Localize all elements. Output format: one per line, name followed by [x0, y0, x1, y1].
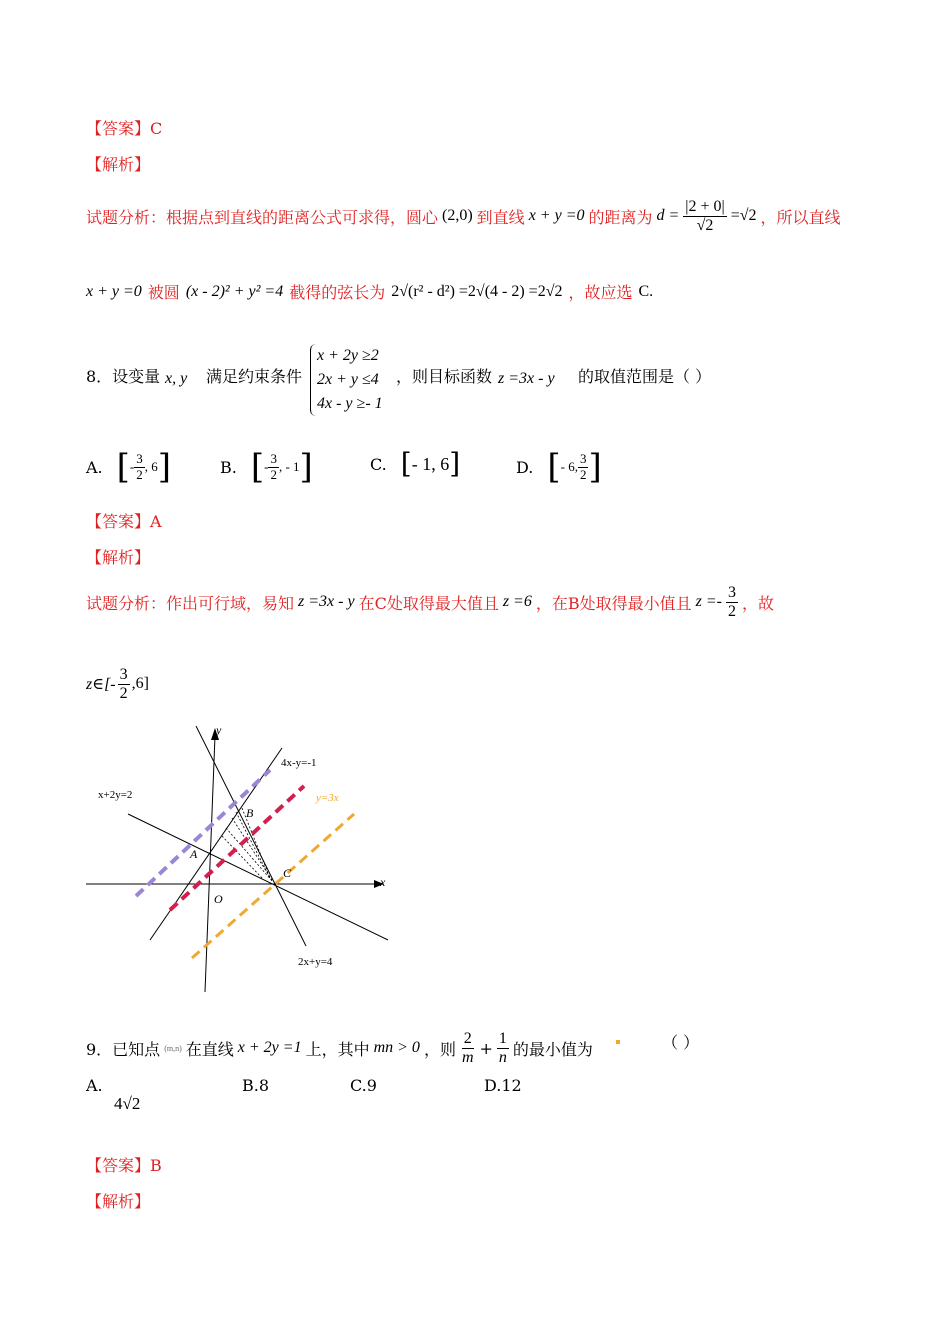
answer-label: 【答案】 [86, 1156, 151, 1175]
answer-line-q7 [86, 116, 162, 139]
answer-value: A [150, 512, 162, 531]
line-4x-y-minus1 [150, 748, 282, 940]
orange-dashed-line [192, 814, 354, 958]
range-result: z∈[- $\frac{3}{2}$ ,6] [86, 666, 149, 702]
constraint-system [310, 344, 383, 416]
feasible-region-graph [84, 718, 394, 996]
constraint-2: 2x + y ≤4 [317, 371, 379, 388]
option-c: C. [ - 1, 6 ] [370, 447, 461, 480]
analysis-text-q7-line2: x + y =0 被圆 (x - 2)² + y² =4 截得的弦长为 2√(r² - d²) =2√(4 - 2) =2√2 ，故应选 C. [86, 282, 654, 302]
label-line-y-3x: y=3x [316, 792, 339, 804]
answer-value: B [150, 1156, 162, 1175]
option-b: B. [ - $\frac{3}{2}$ , - 1 ] [220, 447, 313, 487]
constraint-3: 4x - y ≥- 1 [317, 395, 383, 412]
answer-value: C [150, 119, 163, 138]
analysis-text-q8: 试题分析：作出可行域，易知 z =3x - y 在C处取得最大值且 z =6 ，在B处取得最小值且 z =- $\frac{3}{2}$ ，故 [86, 584, 774, 620]
answer-label: 【答案】 [86, 512, 151, 531]
option-d: D.12 [484, 1076, 522, 1095]
label-origin: O [214, 892, 223, 906]
question-8-vars: x, y [165, 370, 188, 387]
y-axis [205, 736, 215, 992]
label-line-4x-y: 4x-y=-1 [281, 757, 317, 769]
option-c: C.9 [350, 1076, 377, 1095]
orange-dot-mark [616, 1040, 620, 1044]
question-8-prefix: 8．设变量 [86, 367, 161, 386]
question-8-obj: ，则目标函数 [396, 367, 493, 386]
option-b: B.8 [242, 1076, 270, 1095]
question-9-paren: （ ） [662, 1033, 700, 1052]
label-line-2x-y: 2x+y=4 [298, 956, 333, 968]
label-point-a: A [190, 847, 198, 861]
answer-line-q8 [86, 509, 162, 532]
question-8-suffix: 的取值范围是（ ） [578, 367, 712, 386]
analysis-text-q7-line1: 试题分析：根据点到直线的距离公式可求得，圆心 (2,0) 到直线 x + y =0 的距离为 d = $\frac{|2 + 0|}{√2}$ =√2 ，所以直线 [86, 198, 841, 234]
answer-line-q9 [86, 1153, 162, 1176]
label-line-x-2y: x+2y=2 [98, 789, 133, 801]
objective-function: z =3x - y [498, 370, 555, 387]
line-x-2y-2 [128, 814, 388, 940]
question-8-mid: 满足约束条件 [206, 367, 303, 386]
constraint-1: x + 2y ≥2 [317, 347, 379, 364]
option-a-label: A. [86, 1076, 103, 1095]
option-d: D. [ - 6, $\frac{3}{2}$ ] [516, 447, 602, 487]
label-x: x [380, 875, 386, 889]
point-mn: (m,n) [164, 1043, 182, 1053]
label-y: y [216, 723, 222, 737]
label-point-c: C [283, 866, 292, 880]
analysis-label-q8: 【解析】 [86, 548, 151, 567]
analysis-label-q7: 【解析】 [86, 155, 151, 174]
question-9-stem: 9．已知点 (m,n) 在直线 x + 2y =1 上，其中 mn > 0 ，则 $\frac{2}{m}$ + $\frac{1}{n}$ 的最小值为 [86, 1030, 593, 1066]
label-point-b: B [246, 806, 254, 820]
answer-label: 【答案】 [86, 119, 151, 138]
distance-fraction: $\frac{|2 + 0|}{√2}$ [685, 198, 725, 234]
analysis-label-q9: 【解析】 [86, 1192, 151, 1211]
option-a: A. [ - $\frac{3}{2}$ , 6 ] [86, 447, 172, 487]
option-a-value: 4√2 [114, 1094, 141, 1113]
